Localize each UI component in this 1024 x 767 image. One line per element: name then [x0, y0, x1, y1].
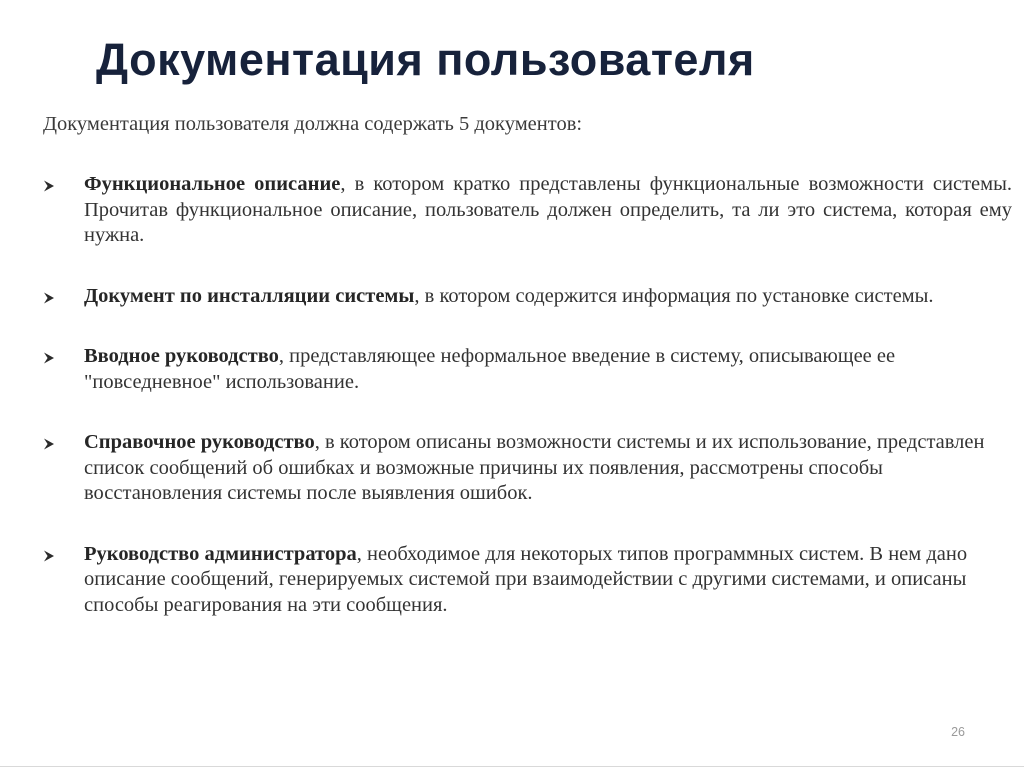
arrowhead-bullet-icon: [43, 292, 55, 304]
item-text: , в котором содержится информация по установке системы.: [414, 284, 934, 307]
item-text: , необходимое для некоторых типов программных систем. В нем дано описание сообщений, генерируемых системой при взаимодействии с другими системами, и описаны способы реагирования на эти сообщения.: [84, 542, 968, 616]
item-term: Функциональное описание: [84, 173, 341, 195]
arrowhead-bullet-icon: [43, 550, 55, 562]
list-item-reference-guide: [43, 430, 1018, 507]
page-number: 26: [951, 725, 965, 739]
item-term: Документ по инсталляции системы: [84, 284, 415, 307]
item-term: Справочное руководство: [84, 431, 315, 453]
list-item-administrator-guide: [43, 542, 1018, 619]
item-text: , представляющее неформальное введение в систему, описывающее ее "повседневное" использование.: [84, 345, 896, 393]
list-item-functional-description: [43, 172, 1018, 249]
intro-text: Документация пользователя должна содержать 5 документов:: [43, 113, 583, 135]
arrowhead-bullet-icon: [43, 180, 55, 192]
item-term: Руководство администратора: [84, 542, 357, 565]
list-item-introductory-guide: [43, 344, 1018, 395]
slide-title: Документация пользователя: [96, 34, 755, 85]
item-text: , в котором описаны возможности системы и их использование, представлен список сообщений об ошибках и возможные причины их появления, рассмотрены способы восстановления системы после выявления ошибок.: [84, 431, 985, 504]
item-text: , в котором кратко представлены функциональные возможности системы. Прочитав функциональное описание, пользователь должен определить, та ли это система, которая ему нужна.: [84, 173, 1012, 246]
list-item-installation-document: [43, 284, 1018, 310]
arrowhead-bullet-icon: [43, 352, 55, 364]
item-term: Вводное руководство: [84, 345, 279, 367]
arrowhead-bullet-icon: [43, 438, 55, 450]
document-list: [43, 172, 1018, 653]
